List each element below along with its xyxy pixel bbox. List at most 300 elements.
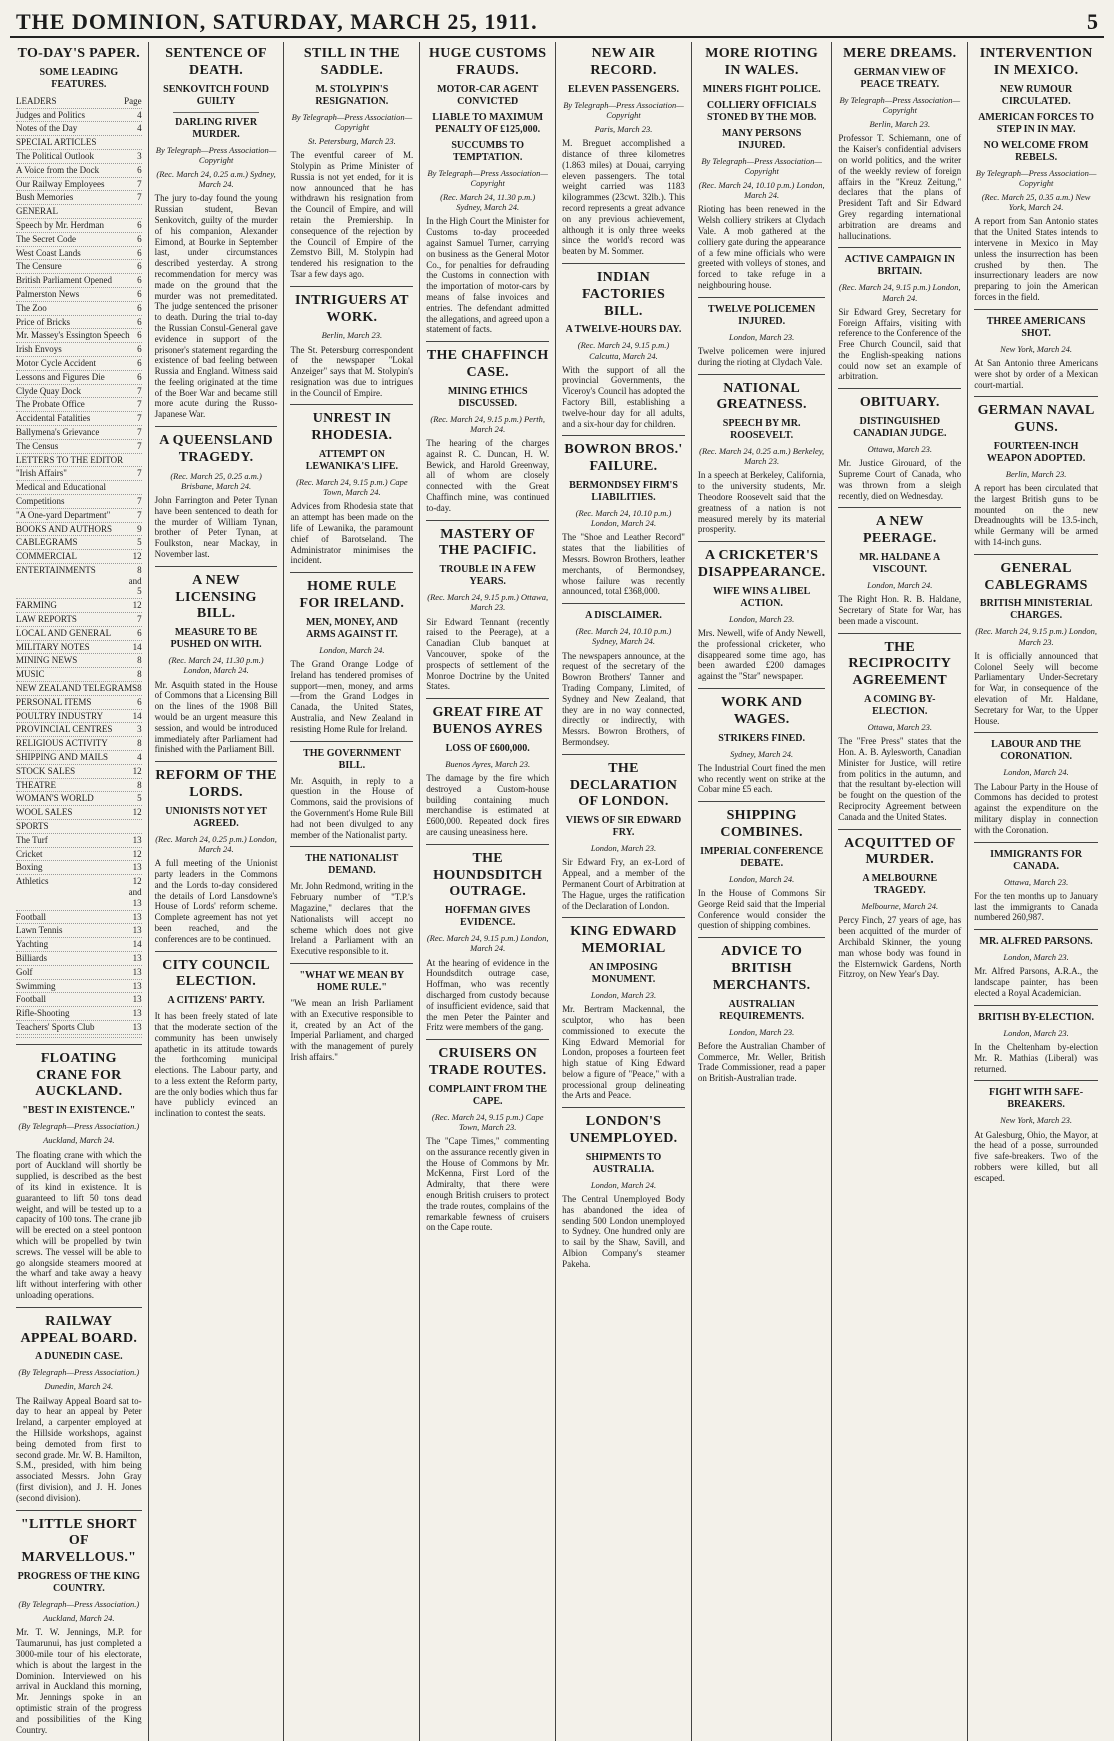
article-headline: HOME RULE FOR IRELAND. <box>299 579 405 612</box>
index-item-label: MUSIC <box>16 669 45 680</box>
index-item <box>16 696 142 710</box>
column-8-smallhead: AMERICAN FORCES TO STEP IN IN MAY. <box>978 111 1094 135</box>
article-text: Advices from Rhodesia state that an attempt has been made on the life of Lewanika, the paramount chief of Barotseland. The Administrator minimises the incident. <box>290 501 414 566</box>
byline: By Telegraph—Press Association—Copyright <box>427 167 548 188</box>
index-item-label: PROVINCIAL CENTRES <box>16 724 113 735</box>
article-dateline: New York, March 23. <box>1000 1115 1073 1126</box>
index-item-page: 6 <box>137 219 142 230</box>
dateline: St. Petersburg, March 23. <box>308 135 396 146</box>
article-dateline: London, March 24. <box>1003 767 1069 778</box>
index-item-label: Irish Envoys <box>16 344 62 355</box>
article-subhead: SPEECH BY MR. ROOSEVELT. <box>722 418 801 442</box>
index-item-page: 7 <box>137 399 142 410</box>
index-item <box>16 398 142 412</box>
index-item-page: 12 <box>132 765 142 776</box>
index-item-page: 6 <box>137 233 142 244</box>
divider <box>974 1080 1098 1081</box>
index-item-label: "A One-yard Department" <box>16 509 111 520</box>
divider <box>562 754 685 755</box>
index-item-page: 6 <box>137 371 142 382</box>
index-item-page: 3 <box>137 150 142 161</box>
article-text: The Industrial Court fined the men who recently went on strike at the Cobar mine £5 each. <box>697 762 826 795</box>
index-item-page: 6 <box>137 288 142 299</box>
article-subhead: A MELBOURNE TRAGEDY. <box>862 873 938 897</box>
index-item-label: Teachers' Sports Club <box>16 1021 95 1032</box>
index-item-label: LAW REPORTS <box>16 614 77 625</box>
article-headline: THE RECIPROCITY AGREEMENT <box>848 639 952 689</box>
lead-text: Rioting has been renewed in the Welsh colliery strikers at Clydach Vale. A mob gathered at the colliery gate during the appearance of a few mine officials who were greeted with volleys of stones, and forced to take refuge in a neighbouring house. <box>697 204 826 290</box>
index-item-label: The Turf <box>16 834 48 845</box>
article-subhead: HOFFMAN GIVES EVIDENCE. <box>445 905 531 929</box>
lead-text: The jury to-day found the young Russian student, Bevan Senkovitch, guilty of the murder of his companion, Alexander Eimond, at Bourke in September last, under circumstances described yesterday. A strong recommendation for mercy was made on the ground that the murder was not premeditated. The judge sentenced the prisoner to death. During the trial to-day the Russian Consul-General gave evidence in support of the prisoner's statement regarding the existence of bad feeling between Russia and England. Witness said the feeling originated at the time of the Boer War and became still more acute during the Russo-Japanese War. <box>154 193 278 420</box>
article-dateline: (Rec. March 24, 9.15 p.m.) London, March 23. <box>975 626 1097 647</box>
article-subhead: "WHAT WE MEAN BY HOME RULE." <box>299 969 405 993</box>
column-8-subhead: NEW RUMOUR CIRCULATED. <box>999 83 1073 107</box>
article-headline: THE CHAFFINCH CASE. <box>426 348 549 380</box>
index-item <box>16 875 142 910</box>
article-text: Mr. Justice Girouard, of the Supreme Court of Canada, who was thrown from a sleigh recently, died on Wednesday. <box>838 458 962 501</box>
index-item-label: Notes of the Day <box>16 123 78 134</box>
index-item <box>16 191 142 205</box>
index-item <box>16 164 142 178</box>
index-item <box>16 343 142 357</box>
divider <box>426 520 549 521</box>
dateline: (Rec. March 24, 11.30 p.m.) Sydney, March 24. <box>440 191 536 213</box>
article-dateline: Ottawa, March 23. <box>867 444 932 455</box>
article-text: It is officially announced that Colonel Seely will become Parliamentary Under-Secretary for War, in consequence of the elevation of Mr. Haldane, Secretary for War, to the Upper House. <box>974 650 1098 726</box>
divider <box>16 1307 142 1308</box>
index-item <box>16 550 142 564</box>
article-byline: (By Telegraph—Press Association.) <box>18 1121 140 1132</box>
article-subhead: LOSS OF £600,000. <box>445 742 530 754</box>
index-item-label: Competitions <box>16 495 65 506</box>
index-item-page: 13 <box>132 911 142 922</box>
article-text: The Railway Appeal Board sat to-day to hear an appeal by Peter Ireland, a carpenter employed at the Hillside workshops, against being demoted from first to second grade. Mr. W. B. Hamilton, S.M., presided, with him being associated Messrs. John Gray (first division), and J. H. Jones (second division). <box>16 1395 142 1503</box>
index-item-label: Golf <box>16 966 33 977</box>
article-dateline: (Rec. March 24, 9.15 p.m.) Cape Town, March 24. <box>296 477 408 498</box>
article-dateline: London, March 23. <box>728 331 795 342</box>
divider <box>698 801 825 802</box>
index-item-page: 5 <box>137 537 142 548</box>
article-dateline: (Rec. March 24, 0.25 p.m.) London, March 24. <box>155 833 277 854</box>
index-item-page: 7 <box>137 192 142 203</box>
article-dateline: London, March 23. <box>728 613 795 624</box>
article-headline: CITY COUNCIL ELECTION. <box>162 957 270 990</box>
index-item <box>16 523 142 537</box>
article-headline: ADVICE TO BRITISH MERCHANTS. <box>712 944 811 993</box>
index-item <box>16 495 142 509</box>
article-headline: A QUEENSLAND TRAGEDY. <box>159 433 273 465</box>
lead-text: The eventful career of M. Stolypin as Prime Minister of Russia is not yet ended, for it is now announced that he has withdrawn his resignation from the Council of Empire, and will retain the Premiership. In consequence of the rejection by the Council of Empire of the Zemstvo Bill, M. Stolypin had tendered his resignation to the Tsar a few days ago. <box>290 150 414 279</box>
index-item <box>16 233 142 247</box>
index-item <box>16 751 142 765</box>
article-dateline: (Rec. March 24, 9.15 p.m.) Perth, March 24. <box>430 413 546 434</box>
index-item-page: 7 <box>137 385 142 396</box>
article-dateline: (Rec. March 25, 0.25 a.m.) Brisbane, March 24. <box>170 470 262 491</box>
article-text: Mr. Asquith stated in the House of Commons that a Licensing Bill on the lines of the 1908 Bill would be an urgent measure this session, and would be introduced immediately after Parliament had finished with the Parliament Bill. <box>154 679 278 755</box>
article-dateline: London, March 24. <box>867 580 933 591</box>
index-item-label: Lawn Tennis <box>16 925 63 936</box>
index-item <box>16 247 142 261</box>
index-item-page: 13 <box>132 925 142 936</box>
article-headline: UNREST IN RHODESIA. <box>311 411 393 444</box>
index-item-label: Cricket <box>16 848 43 859</box>
index-item-page <box>124 137 142 148</box>
article-subhead: MR. ALFRED PARSONS. <box>979 936 1093 948</box>
index-item <box>16 806 142 820</box>
divider <box>838 829 961 830</box>
article-text: It has been freely stated of late that the moderate section of the community has been unwisely apathetic in its attitude towards the forthcoming municipal elections. The Labour party, and to a less extent the Reform party, are the only bodies which thus far have publicly evinced an inclination to contest the seats. <box>154 1011 278 1119</box>
article-subhead: BRITISH MINISTERIAL CHARGES. <box>979 598 1093 622</box>
index-item-page: Page <box>124 95 142 106</box>
index-item-page: 7 <box>137 440 142 451</box>
index-item <box>16 302 142 316</box>
byline: By Telegraph—Press Association—Copyright <box>155 144 277 165</box>
index-item <box>16 536 142 550</box>
index-item-page: 9 <box>137 523 142 534</box>
column-4-smallhead-2: SUCCUMBS TO TEMPTATION. <box>451 139 525 163</box>
index-item <box>16 938 142 952</box>
index-item <box>16 861 142 875</box>
index-item-label: MILITARY NOTES <box>16 641 90 652</box>
index-item <box>16 848 142 862</box>
article-headline: KING EDWARD MEMORIAL <box>570 924 677 957</box>
index-item <box>16 109 142 123</box>
article-subhead: TWELVE POLICEMEN INJURED. <box>708 303 816 327</box>
index-item-page: 12 <box>132 848 142 859</box>
divider <box>838 507 961 508</box>
lead-text: A report from San Antonio states that the United States intends to intervene in Mexico in May unless the insurrection has been crushed by then. The insurrectionary leaders are now preparing to join the American forces in the field. <box>974 216 1098 302</box>
article-subhead: AUSTRALIAN REQUIREMENTS. <box>719 998 804 1022</box>
divider <box>155 951 278 952</box>
article-subhead: BRITISH BY-ELECTION. <box>978 1011 1094 1023</box>
article-headline: OBITUARY. <box>859 395 940 411</box>
divider <box>698 541 825 542</box>
index-item-label: The Zoo <box>16 302 47 313</box>
index-item <box>16 924 142 938</box>
article-dateline: London, March 23. <box>728 1026 795 1037</box>
article-dateline: London, March 23. <box>590 843 657 854</box>
article-headline: SHIPPING COMBINES. <box>720 808 803 840</box>
index-item-label: COMMERCIAL <box>16 551 78 562</box>
index-item-label: British Parliament Opened <box>16 275 112 286</box>
article-text: Mrs. Newell, wife of Andy Newell, the professional cricketer, who disappeared some time ago, has been awarded £200 damages against the "Star" newspaper. <box>697 628 826 682</box>
index-item <box>16 95 142 109</box>
index-item-page: 6 <box>137 316 142 327</box>
index-item <box>16 136 142 150</box>
index-item-label: RELIGIOUS ACTIVITY <box>16 738 108 749</box>
index-item-page: 8 <box>137 738 142 749</box>
index-item-page: 12 and 13 <box>128 876 142 908</box>
column-3-subhead: M. STOLYPIN'S RESIGNATION. <box>315 83 389 107</box>
divider <box>974 309 1098 310</box>
index-item-page: 14 <box>132 641 142 652</box>
divider <box>16 1044 142 1045</box>
divider <box>698 937 825 938</box>
article-headline: CRUISERS ON TRADE ROUTES. <box>428 1046 547 1078</box>
masthead-title: THE DOMINION, SATURDAY, MARCH 25, 1911. <box>16 9 538 34</box>
divider <box>290 572 413 573</box>
index-item <box>16 426 142 440</box>
index-item-label: Lessons and Figures Die <box>16 371 105 382</box>
index-item-label: Accidental Fatalities <box>16 413 91 424</box>
index-item-label: CABLEGRAMS <box>16 537 78 548</box>
index-item <box>16 834 142 848</box>
column-8-smallhead-2: NO WELCOME FROM REBELS. <box>983 139 1089 163</box>
article-subhead: THE GOVERNMENT BILL. <box>303 747 401 771</box>
article-text: Before the Australian Chamber of Commerce, Mr. Weller, British Trade Commissioner, read a paper on British-Australian trade. <box>697 1040 826 1084</box>
article-text: The damage by the fire which destroyed a Custom-house building containing much merchandise is estimated at £600,000. Repeated dock fires are causing uneasiness here. <box>426 772 550 837</box>
column-7 <box>832 42 968 1741</box>
divider <box>562 263 685 264</box>
index-item <box>16 122 142 136</box>
index-item-label: Football <box>16 994 47 1005</box>
article-headline: GERMAN NAVAL GUNS. <box>977 403 1095 436</box>
article-dateline: London, March 24. <box>590 1179 657 1190</box>
index-item-label: The Census <box>16 440 59 451</box>
index-item <box>16 260 142 274</box>
index-item-page <box>124 482 142 493</box>
article-text: The St. Petersburg correspondent of the newspaper "Lokal Anzeiger" says that M. Stolypin's resignation was due to intrigues in the Council of Empire. <box>290 344 414 398</box>
article-subhead: SHIPMENTS TO AUSTRALIA. <box>585 1151 662 1175</box>
index-item-page: 6 <box>137 627 142 638</box>
article-dateline: New York, March 24. <box>1000 343 1073 354</box>
index-item-label: ENTERTAINMENTS <box>16 564 96 575</box>
column-5 <box>556 42 692 1741</box>
index-item-label: BOOKS AND AUTHORS <box>16 523 113 534</box>
index-item-page: 12 <box>132 600 142 611</box>
article-text: Twelve policemen were injured during the rioting at Clydach Vale. <box>697 345 826 367</box>
article-text: In a speech at Berkeley, California, to the university students, Mr. Theodore Roosevelt said that the greatness of a nation is not measured merely by its material prosperity. <box>697 470 826 535</box>
divider <box>698 688 825 689</box>
index-item <box>16 1007 142 1021</box>
index-item-page: 7 <box>137 426 142 437</box>
index-item <box>16 467 142 481</box>
column-6-smallhead: COLLIERY OFFICIALS STONED BY THE MOB. <box>706 99 817 123</box>
index-item-page: 8 <box>137 683 142 694</box>
article-subhead: MINING ETHICS DISCUSSED. <box>447 385 528 409</box>
page-number: 5 <box>1087 9 1098 34</box>
byline: By Telegraph—Press Association—Copyright <box>291 111 413 132</box>
index-item <box>16 723 142 737</box>
article-subhead: STRIKERS FINED. <box>718 732 805 744</box>
index-item-page: 13 <box>132 966 142 977</box>
index-item <box>16 710 142 724</box>
article-subhead: IMPERIAL CONFERENCE DEBATE. <box>700 845 824 869</box>
index-item-page: 13 <box>132 980 142 991</box>
index-item-label: A Voice from the Dock <box>16 164 100 175</box>
column-2-subhead: SENKOVITCH FOUND GUILTY <box>163 83 269 107</box>
dateline: Berlin, March 23. <box>869 119 931 130</box>
article-dateline: Auckland, March 24. <box>43 1613 115 1624</box>
column-6-smallhead-2: MANY PERSONS INJURED. <box>721 127 802 151</box>
index-item <box>16 564 142 599</box>
index-item-label: Billiards <box>16 953 47 963</box>
lead-text: M. Breguet accomplished a distance of three kilometres (1.863 miles) at Douai, carrying eleven passengers. The total weight carried was 1183 kilogrammes (23cwt. 32lb.). This record represents a great advance on any previous achievement, although it is only three weeks since the world's record was beaten by M. Sommer. <box>562 138 685 257</box>
index-item-label: Boxing <box>16 862 43 873</box>
article-subhead: IMMIGRANTS FOR CANADA. <box>990 848 1083 872</box>
divider <box>974 842 1098 843</box>
article-byline: (By Telegraph—Press Association.) <box>18 1367 140 1378</box>
index-item-label: WOOL SALES <box>16 807 73 818</box>
article-text: The Labour Party in the House of Commons has decided to protest against the expenditure on the military display in connection with the Coronation. <box>974 781 1098 835</box>
byline: By Telegraph—Press Association—Copyright <box>563 99 684 120</box>
article-text: Percy Finch, 27 years of age, has been acquitted of the murder of Archibald Skinner, the young man whose body was found in the Elsternwick Gardens, North Fitzroy, on New Year's Day. <box>838 915 962 980</box>
divider <box>698 297 825 298</box>
column-4-headline: HUGE CUSTOMS FRAUDS. <box>429 46 547 78</box>
article-dateline: Auckland, March 24. <box>43 1135 115 1146</box>
article-text: In the Cheltenham by-election Mr. R. Mathias (Liberal) was returned. <box>974 1041 1098 1074</box>
article-dateline: London, March 24. <box>319 644 385 655</box>
index-item <box>16 205 142 219</box>
index-item-page <box>124 455 142 466</box>
index-item <box>16 613 142 627</box>
index-item-label: LETTERS TO THE EDITOR <box>16 454 124 465</box>
article-text: Sir Edward Tennant (recently raised to the Peerage), at a Canadian Club banquet at Vancouver, spoke of the prospects of settlement of the Monroe Doctrine by the United States. <box>426 616 550 692</box>
index-item-label: "Irish Affairs" <box>16 468 67 479</box>
index-item <box>16 952 142 966</box>
article-text: In the House of Commons Sir George Reid said that the Imperial Conference would consider the question of shipping combines. <box>697 887 826 931</box>
divider <box>290 846 413 847</box>
index-item-page <box>124 821 142 832</box>
index-item <box>16 993 142 1007</box>
column-4 <box>420 42 556 1741</box>
article-byline: (By Telegraph—Press Association.) <box>18 1599 140 1610</box>
index-item <box>16 371 142 385</box>
index-item <box>16 765 142 779</box>
article-subhead: COMPLAINT FROM THE CAPE. <box>428 1083 547 1107</box>
article-subhead: MEASURE TO BE PUSHED ON WITH. <box>170 627 262 651</box>
article-subhead: MEN, MONEY, AND ARMS AGAINST IT. <box>305 616 398 640</box>
index-item-label: Yachting <box>16 939 49 950</box>
index-item <box>16 481 142 495</box>
divider <box>974 732 1098 733</box>
index-item-label: STOCK SALES <box>16 765 76 776</box>
article-dateline: (Rec. March 24, 9.15 p.m.) London, March 24. <box>426 933 549 954</box>
index-item <box>16 509 142 523</box>
index-item <box>16 668 142 682</box>
index-item-label: Speech by Mr. Herdman <box>16 219 104 230</box>
article-subhead: THE NATIONALIST DEMAND. <box>305 853 399 877</box>
index-item <box>16 911 142 925</box>
article-text: Sir Edward Grey, Secretary for Foreign Affairs, visiting with reference to the Conference of the Free Church Council, said that the English-speaking nations could now set an example of arbitration. <box>838 306 962 382</box>
index-item-label: Bush Memories <box>16 192 74 203</box>
index-item-page: 7 <box>137 178 142 189</box>
index-item <box>16 820 142 834</box>
dateline: (Rec. March 24, 10.10 p.m.) London, March 24. <box>698 179 825 201</box>
column-8-headline: INTERVENTION IN MEXICO. <box>979 46 1093 78</box>
index-item-label: WOMAN'S WORLD <box>16 793 94 804</box>
article-subhead: ACTIVE CAMPAIGN IN BRITAIN. <box>844 254 955 278</box>
index-item <box>16 329 142 343</box>
index-item-label: Medical and Educational <box>16 482 106 493</box>
column-2-smallhead: DARLING RIVER MURDER. <box>175 116 258 140</box>
article-headline: ACQUITTED OF MURDER. <box>844 835 956 868</box>
dateline: (Rec. March 24, 0.25 a.m.) Sydney, March 24. <box>156 168 276 190</box>
index-item-page: 12 <box>132 807 142 818</box>
column-1-headline: TO-DAY'S PAPER. <box>17 46 141 61</box>
article-headline: "LITTLE SHORT OF MARVELLOUS." <box>20 1516 137 1566</box>
index-item-label: Football <box>16 911 47 922</box>
index-item-label: Palmerston News <box>16 288 80 299</box>
index-item-page: 7 <box>137 614 142 625</box>
index-item <box>16 627 142 641</box>
article-text: "We mean an Irish Parliament with an Executive responsible to it, created by an Act of the Imperial Parliament, and charged with the management of purely Irish affairs." <box>290 997 414 1062</box>
article-headline: MASTERY OF THE PACIFIC. <box>438 526 537 559</box>
article-dateline: (Rec. March 24, 9.15 p.m.) Cape Town, March 23. <box>431 1111 544 1132</box>
lead-text: In the High Court the Minister for Customs to-day proceeded against Samuel Turner, carrying on business as the General Motor Co., for penalties for defrauding the Customs in connection with the importation of motor-cars by means of false invoices and entries. The defendant admitted the allegations, and agreed upon a statement of facts. <box>426 216 550 335</box>
index-item-page: 13 <box>132 834 142 845</box>
article-dateline: Berlin, March 23. <box>1005 468 1067 479</box>
article-subhead: DISTINGUISHED CANADIAN JUDGE. <box>853 416 947 440</box>
divider <box>974 1005 1098 1006</box>
index-item <box>16 454 142 468</box>
index-item <box>16 150 142 164</box>
index-item-page: 4 <box>137 109 142 120</box>
article-text: A report has been circulated that the largest British guns to be mounted on the new Dreadnoughts will be 13.5-inch, while Germany will be armed with 14-inch guns. <box>974 483 1098 548</box>
index-item-page: 6 <box>137 330 142 341</box>
byline: By Telegraph—Press Association—Copyright <box>839 94 961 115</box>
article-headline: NATIONAL GREATNESS. <box>716 380 807 413</box>
column-2 <box>149 42 285 1741</box>
article-headline: RAILWAY APPEAL BOARD. <box>20 1313 138 1346</box>
index-item-page: 6 <box>137 357 142 368</box>
index-item-label: SPECIAL ARTICLES <box>16 137 97 148</box>
index-item-label: THEATRE <box>16 779 56 790</box>
divider <box>155 566 278 567</box>
index-item-page: 6 <box>137 275 142 286</box>
index-item-label: Swimming <box>16 980 56 991</box>
index-item-page: 7 <box>137 509 142 520</box>
index-item-label: Mr. Massey's Essington Speech <box>16 330 130 341</box>
index-item-page: 13 <box>132 1021 142 1032</box>
index-item-page: 6 <box>137 302 142 313</box>
article-headline: A NEW PEERAGE. <box>862 514 937 547</box>
byline: By Telegraph—Press Association—Copyright <box>975 167 1097 188</box>
article-text: Mr. Bertram Mackennal, the sculptor, who has been commissioned to execute the King Edward Memorial for London, proposes a fourteen feet high statue of King Edward below a figure of "Peace," with a processional group delineating the Arts and Peace. <box>562 1004 685 1101</box>
article-dateline: Melbourne, March 24. <box>861 901 939 912</box>
column-3 <box>284 42 420 1741</box>
index-item-label: FARMING <box>16 600 57 611</box>
article-dateline: London, March 24. <box>728 873 795 884</box>
divider <box>838 633 961 634</box>
index-item-page: 6 <box>137 696 142 707</box>
index-item-label: Judges and Politics <box>16 109 85 120</box>
article-headline: THE DECLARATION OF LONDON. <box>569 760 678 810</box>
index-item <box>16 599 142 613</box>
article-subhead: A CITIZENS' PARTY. <box>167 995 265 1007</box>
article-subhead: LABOUR AND THE CORONATION. <box>991 739 1082 763</box>
index-item-label: The Secret Code <box>16 233 76 244</box>
index-item <box>16 219 142 233</box>
article-text: The "Free Press" states that the Hon. A. B. Aylesworth, Canadian Minister for Justice, will retire from politics in the autumn, and that the resultant by-election will be fought on the question of the Reciprocity Agreement between Canada and the United States. <box>838 736 962 822</box>
column-4-smallhead: LIABLE TO MAXIMUM PENALTY OF £125,000. <box>432 111 544 135</box>
index-item-page: 13 <box>132 994 142 1005</box>
index-item-label: The Probate Office <box>16 399 85 410</box>
divider <box>698 374 825 375</box>
index-item-label: West Coast Lands <box>16 247 81 258</box>
index-item <box>16 178 142 192</box>
article-headline: INTRIGUERS AT WORK. <box>295 292 409 325</box>
article-dateline: Berlin, March 23. <box>321 330 383 341</box>
article-text: The newspapers announce, at the request of the secretary of the Bowron Brothers' Tanner and Trading Company, Limited, of Sydney and New Zealand, that they are in no way connected, directly or indirectly, with Messrs. Bowron Brothers, of Bermondsey. <box>562 650 685 747</box>
divider <box>290 286 413 287</box>
index-item <box>16 980 142 994</box>
index-item-page: 8 <box>137 655 142 666</box>
index-item-label: MINING NEWS <box>16 655 78 666</box>
index-item <box>16 1035 142 1038</box>
index-item-page: 8 <box>137 779 142 790</box>
